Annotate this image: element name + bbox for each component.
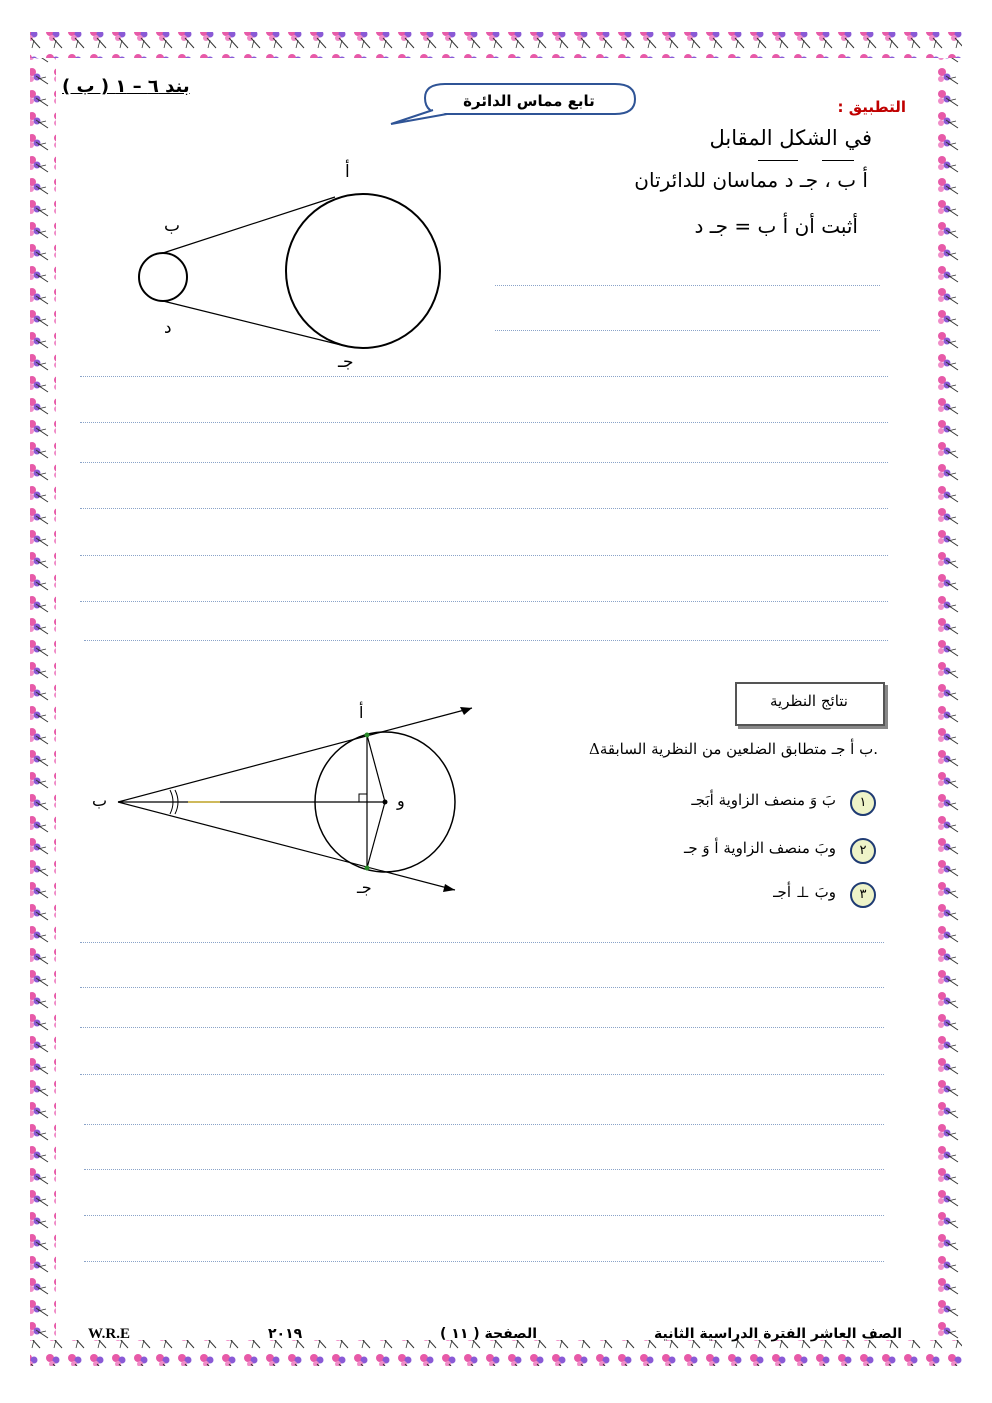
section-reference: بند ٦ – ١ ( ب ) bbox=[62, 76, 190, 97]
answer-line bbox=[80, 555, 888, 556]
result-item-2: وبَ منصف الزاوية ﺃ وَ جـ bbox=[683, 839, 836, 857]
result-item-3: وبَ ⊥ ﺃجـ bbox=[773, 883, 836, 901]
fig1-label-d: د bbox=[164, 318, 172, 338]
results-intro: Δب ﺃ جـ متطابق الضلعين من النظرية السابقة. bbox=[589, 740, 878, 758]
footer-course: الصف العاشر الفترة الدراسية الثانية bbox=[654, 1326, 902, 1342]
answer-line bbox=[80, 422, 888, 423]
result-number-3-text: ٣ bbox=[859, 887, 867, 902]
answer-line bbox=[84, 1215, 884, 1216]
result-number-1-text: ١ bbox=[859, 795, 867, 810]
problem-line-2: ﺃ ب ، جـ د مماسان للدائرتان bbox=[634, 168, 868, 192]
fig2-label-a: ﺃ bbox=[359, 703, 364, 722]
problem-line-1: في الشكل المقابل bbox=[709, 126, 872, 150]
answer-line bbox=[80, 462, 888, 463]
answer-line bbox=[84, 640, 888, 641]
fig2-label-j: جـ bbox=[357, 878, 372, 897]
result-item-1: بَ وَ منصف الزاوية ﺃبَجـ bbox=[691, 791, 836, 809]
answer-line bbox=[80, 942, 884, 943]
problem-line-3: أثبت أن ﺃ ب = جـ د bbox=[694, 214, 858, 238]
footer-year: ٢٠١٩ bbox=[268, 1326, 303, 1342]
answer-line bbox=[495, 285, 880, 286]
answer-line bbox=[84, 1261, 884, 1262]
footer-author: W.R.E bbox=[88, 1326, 130, 1342]
overline-ab bbox=[822, 160, 854, 161]
answer-line bbox=[80, 1027, 884, 1028]
overline-jd bbox=[758, 160, 798, 161]
fig1-label-b: ب bbox=[164, 216, 181, 236]
answer-line bbox=[80, 1074, 884, 1075]
result-number-2 bbox=[850, 838, 876, 864]
fig1-label-j: جـ bbox=[338, 352, 354, 372]
callout-title: تابع مماس الدائرة bbox=[463, 92, 595, 110]
answer-line bbox=[495, 330, 880, 331]
answer-line bbox=[80, 376, 888, 377]
result-number-1 bbox=[850, 790, 876, 816]
figure-two-circles bbox=[120, 150, 460, 380]
fig2-label-o: و bbox=[397, 791, 405, 810]
result-number-3 bbox=[850, 882, 876, 908]
answer-line bbox=[80, 987, 884, 988]
result-number-2-text: ٢ bbox=[859, 843, 867, 858]
figure-tangents-from-point bbox=[100, 690, 490, 910]
answer-line bbox=[84, 1124, 884, 1125]
answer-line bbox=[84, 1169, 884, 1170]
fig1-label-a: ﺃ bbox=[345, 162, 350, 182]
footer-page: الصفحة ( ١١ ) bbox=[440, 1326, 538, 1342]
application-label: التطبيق : bbox=[837, 98, 906, 116]
fig2-label-b: ب bbox=[92, 791, 108, 810]
results-box-title: نتائج النظرية bbox=[770, 692, 848, 710]
answer-line bbox=[80, 508, 888, 509]
answer-line bbox=[80, 601, 888, 602]
